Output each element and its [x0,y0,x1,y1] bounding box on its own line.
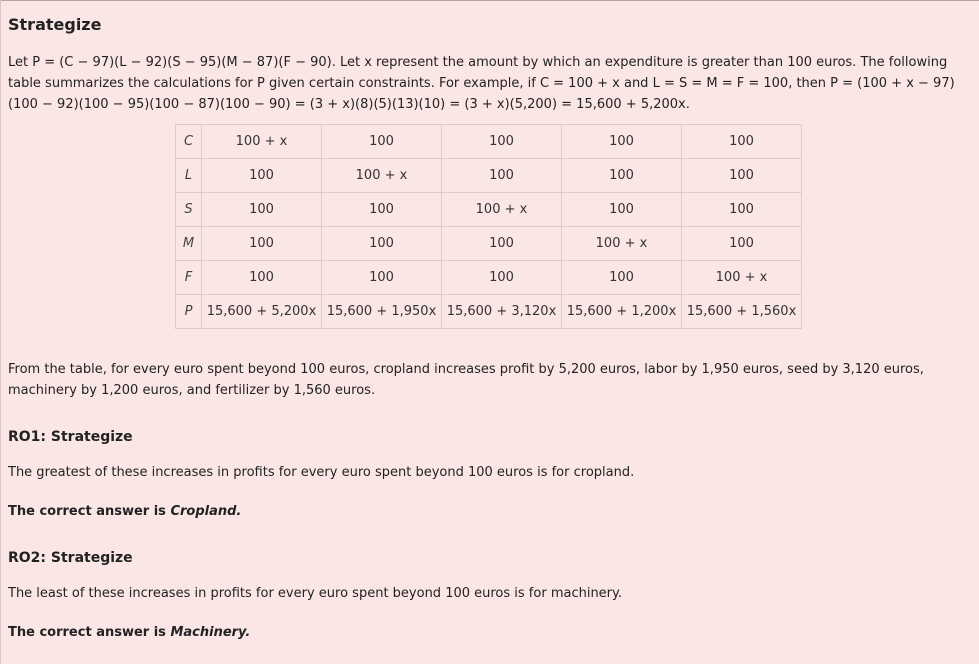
table-row [176,193,802,227]
row-label: F [176,261,202,295]
table-cell: 100 [442,261,562,295]
row-label: P [176,295,202,329]
table-cell: 100 [682,227,802,261]
intro-paragraph: Let P = (C − 97)(L − 92)(S − 95)(M − 87)(F − 90). Let x represent the amount by which an expenditure is greater than 100 euros. The following table summarizes the calculations for P given certain constraints. For example, if C = 100 + x and L = S = M = F = 100, then P = (100 + x − 97)(100 − 92)(100 − 95)(100 − 87)(100 − 90) = (3 + x)(8)(5)(13)(10) = (3 + x)(5,200) = 15,600 + 5,200x. [8,55,955,112]
left-border [0,0,1,664]
table-cell: 15,600 + 1,950x [322,295,442,329]
table-cell: 100 [562,125,682,159]
ro1-answer-prefix: The correct answer is [8,504,171,519]
table-cell: 100 [442,159,562,193]
table-row [176,125,802,159]
table-cell: 100 [562,159,682,193]
summary-paragraph: From the table, for every euro spent beyond 100 euros, cropland increases profit by 5,200 euros, labor by 1,950 euros, seed by 3,120 euros, machinery by 1,200 euros, and fertilizer by 1,560 euros. [8,362,924,398]
table-cell: 100 [322,261,442,295]
table-cell: 100 [442,227,562,261]
table-cell: 100 [202,159,322,193]
table-cell: 100 + x [562,227,682,261]
table-cell: 100 + x [322,159,442,193]
table-cell: 100 [682,125,802,159]
ro1-answer [8,502,634,522]
table-cell: 100 + x [442,193,562,227]
row-label: S [176,193,202,227]
calculation-table [175,124,802,329]
table-cell: 100 + x [202,125,322,159]
table-cell: 100 [562,193,682,227]
table-cell: 15,600 + 1,200x [562,295,682,329]
table-cell: 100 [322,227,442,261]
table-row [176,295,802,329]
ro2-heading: RO2: Strategize [8,550,133,566]
table-cell: 15,600 + 1,560x [682,295,802,329]
page-title: Strategize [8,15,102,34]
table-cell: 100 + x [682,261,802,295]
row-label: M [176,227,202,261]
table-cell: 100 [682,159,802,193]
row-label: C [176,125,202,159]
ro2-text: The least of these increases in profits for every euro spent beyond 100 euros is for machinery. [8,586,622,601]
table-row [176,227,802,261]
row-label: L [176,159,202,193]
table-row [176,159,802,193]
table-cell: 100 [322,193,442,227]
table-cell: 15,600 + 5,200x [202,295,322,329]
table-cell: 100 [202,261,322,295]
table-row [176,261,802,295]
ro2-answer-value: Machinery. [170,625,251,640]
table-cell: 100 [682,193,802,227]
summary-section [8,359,970,401]
ro1-text: The greatest of these increases in profits for every euro spent beyond 100 euros is for cropland. [8,465,635,480]
ro2-answer-prefix: The correct answer is [8,625,171,640]
table-cell: 15,600 + 3,120x [442,295,562,329]
ro2-answer [8,623,622,643]
ro2-section [8,548,622,643]
ro1-heading: RO1: Strategize [8,429,133,445]
table-cell: 100 [322,125,442,159]
table-cell: 100 [562,261,682,295]
explanation-panel [8,10,970,115]
table-cell: 100 [442,125,562,159]
ro1-answer-value: Cropland. [170,504,242,519]
ro1-section [8,427,634,522]
table-cell: 100 [202,227,322,261]
table-cell: 100 [202,193,322,227]
top-border [0,0,979,1]
